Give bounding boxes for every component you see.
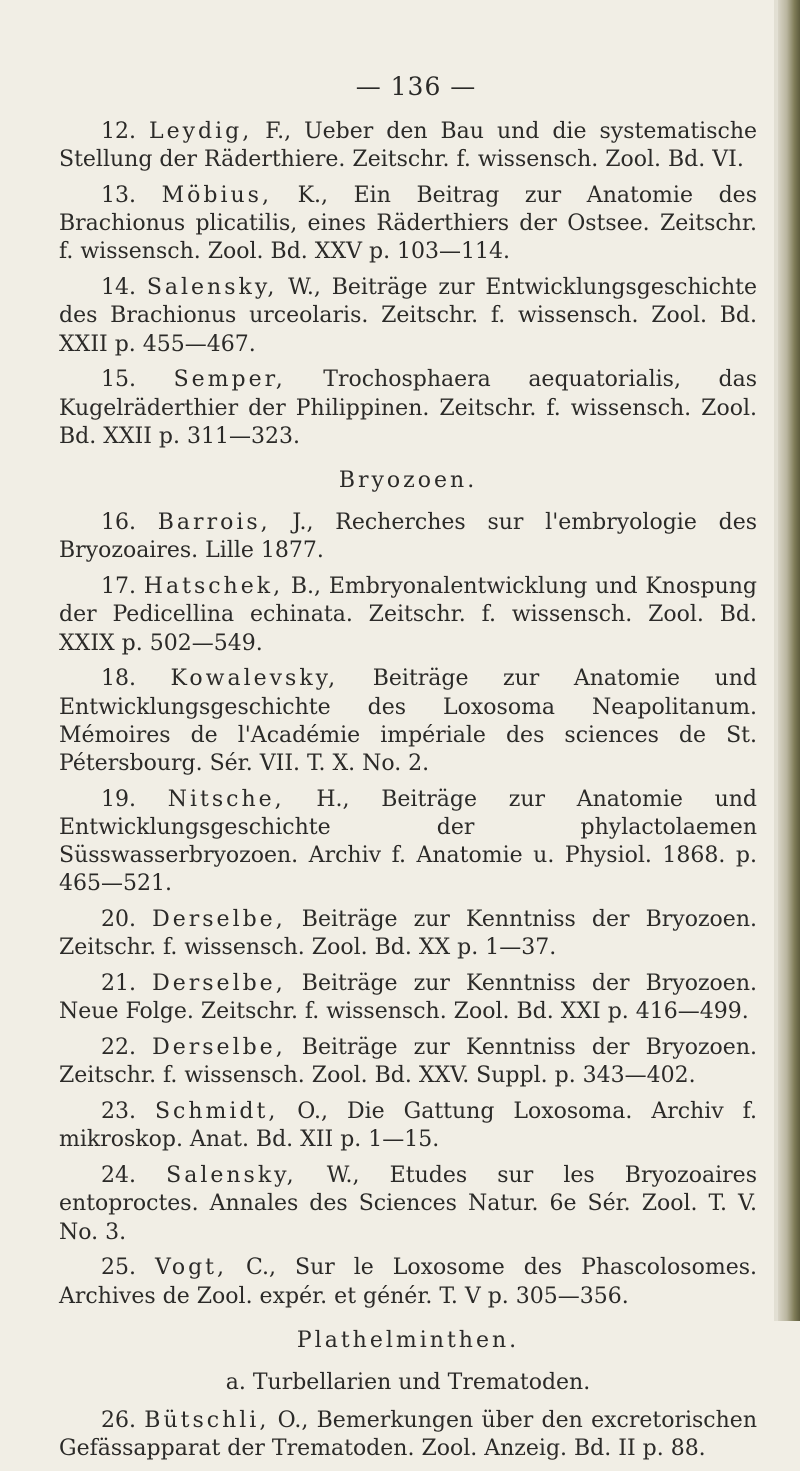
reference-number: 21. bbox=[101, 971, 136, 997]
reference-number: 17. bbox=[101, 574, 136, 600]
reference-details: F., Ueber den Bau und die systematische Stellung der Räderthiere. Zeitschr. f. wissensch. Zool. Bd. VI. bbox=[59, 119, 758, 173]
reference-author: Salensky, bbox=[166, 1163, 297, 1189]
reference-author: Kowalevsky, bbox=[170, 666, 339, 692]
reference-entry bbox=[59, 118, 757, 174]
section-heading: Plathelminthen. bbox=[296, 1327, 520, 1353]
reference-author: Leydig, bbox=[149, 119, 253, 144]
reference-entry bbox=[59, 274, 757, 359]
reference-entry bbox=[59, 786, 757, 899]
reference-number: 16. bbox=[101, 510, 136, 536]
book-spine-edge bbox=[778, 0, 800, 1321]
reference-author: Schmidt, bbox=[154, 1099, 279, 1125]
reference-entry bbox=[59, 182, 757, 267]
reference-number: 15. bbox=[101, 367, 136, 393]
reference-number: 12. bbox=[101, 119, 136, 144]
reference-number: 22. bbox=[101, 1035, 136, 1061]
reference-author: Salensky, bbox=[146, 275, 278, 301]
reference-author: Bütschli, bbox=[144, 1408, 270, 1434]
reference-details: Trochosphaera aequatorialis, das Kugelräderthier der Philippinen. Zeitschr. f. wissensch. Zool. Bd. XXII p. 311—323. bbox=[59, 367, 757, 449]
reference-details: W., Beiträge zur Entwicklungsgeschichte des Brachionus urceolaris. Zeitschr. f. wissensch. Zool. Bd. XXII p. 455—467. bbox=[59, 275, 758, 357]
reference-author: Derselbe, bbox=[152, 1035, 286, 1061]
section-subheading: a. Turbellarien und Trematoden. bbox=[225, 1370, 591, 1396]
page-number: — 136 — bbox=[355, 72, 477, 101]
reference-entry bbox=[59, 665, 757, 778]
reference-details: Beiträge zur Anatomie und Entwicklungsgeschichte des Loxosoma Neapolitanum. Mémoires de l'Académie impériale des sciences de St. Pétersbourg. Sér. VII. T. X. No. 2. bbox=[59, 666, 757, 777]
reference-details: Beiträge zur Kenntniss der Bryozoen. Zeitschr. f. wissensch. Zool. Bd. XXV. Suppl. p. 343—402. bbox=[59, 1035, 757, 1089]
reference-number: 26. bbox=[101, 1408, 136, 1434]
reference-number: 14. bbox=[101, 275, 136, 301]
reference-number: 25. bbox=[101, 1255, 136, 1281]
reference-author: Vogt, bbox=[154, 1255, 228, 1281]
reference-entry bbox=[59, 1254, 757, 1310]
reference-number: 19. bbox=[101, 786, 136, 812]
reference-details: H., Beiträge zur Anatomie und Entwicklungsgeschichte der phylactolaemen Süsswasserbryozoen. Archiv f. Anatomie u. Physiol. 1868. p. 465—521. bbox=[59, 786, 758, 897]
reference-entry bbox=[59, 1034, 757, 1090]
reference-author: Derselbe, bbox=[152, 971, 286, 997]
reference-author: Barrois, bbox=[157, 510, 271, 536]
reference-list bbox=[59, 118, 757, 1471]
reference-details: Beiträge zur Kenntniss der Bryozoen. Neue Folge. Zeitschr. f. wissensch. Zool. Bd. XXI p. 416—499. bbox=[59, 971, 757, 1025]
reference-author: Nitsche, bbox=[167, 786, 285, 812]
reference-number: 18. bbox=[101, 666, 136, 692]
reference-details: K., Ein Beitrag zur Anatomie des Brachionus plicatilis, eines Räderthiers der Ostsee. Zeitschr. f. wissensch. Zool. Bd. XXV p. 103—114. bbox=[59, 183, 757, 265]
reference-entry bbox=[59, 573, 757, 658]
reference-author: Derselbe, bbox=[152, 907, 286, 933]
reference-details: O., Bemerkungen über den excretorischen Gefässapparat der Trematoden. Zool. Anzeig. Bd. II p. 88. bbox=[59, 1408, 757, 1462]
reference-number: 24. bbox=[101, 1163, 136, 1189]
reference-entry bbox=[59, 1162, 757, 1247]
reference-entry bbox=[59, 509, 757, 565]
reference-entry bbox=[59, 366, 757, 451]
reference-entry bbox=[59, 1098, 757, 1154]
reference-number: 20. bbox=[101, 907, 136, 933]
reference-details: W., Etudes sur les Bryozoaires entoproctes. Annales des Sciences Natur. 6e Sér. Zool. T. V. No. 3. bbox=[59, 1163, 757, 1245]
reference-number: 23. bbox=[101, 1099, 136, 1125]
section-heading: Bryozoen. bbox=[338, 468, 478, 494]
reference-details: B., Embryonalentwicklung und Knospung der Pedicellina echinata. Zeitschr. f. wissensch. Zool. Bd. XXIX p. 502—549. bbox=[59, 574, 757, 656]
reference-entry bbox=[59, 1407, 757, 1463]
reference-details: O., Die Gattung Loxosoma. Archiv f. mikroskop. Anat. Bd. XII p. 1—15. bbox=[59, 1099, 757, 1153]
reference-entry bbox=[59, 970, 757, 1026]
reference-entry bbox=[59, 906, 757, 962]
reference-details: J., Recherches sur l'embryologie des Bryozoaires. Lille 1877. bbox=[59, 510, 757, 564]
reference-author: Möbius, bbox=[161, 183, 272, 208]
reference-author: Hatschek, bbox=[143, 574, 284, 600]
reference-author: Semper, bbox=[173, 367, 286, 393]
reference-details: Beiträge zur Kenntniss der Bryozoen. Zeitschr. f. wissensch. Zool. Bd. XX p. 1—37. bbox=[59, 907, 757, 961]
reference-details: C., Sur le Loxosome des Phascolosomes. Archives de Zool. expér. et génér. T. V p. 305—356. bbox=[59, 1255, 757, 1309]
reference-number: 13. bbox=[101, 183, 136, 208]
